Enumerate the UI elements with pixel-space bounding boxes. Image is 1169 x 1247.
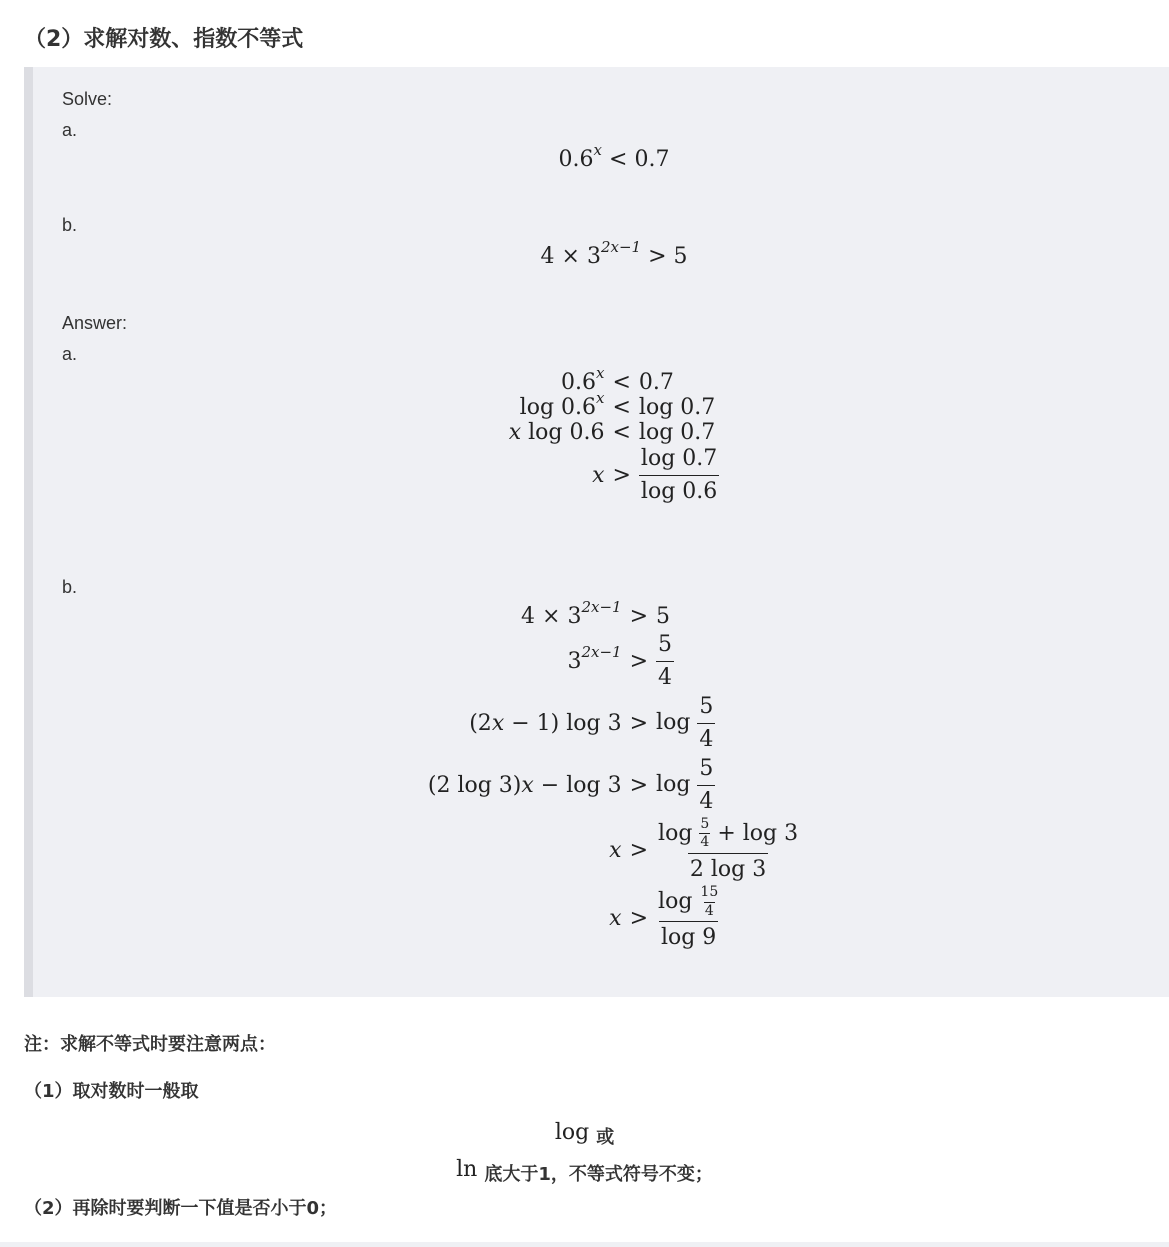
note-item-1: （1）取对数时一般取 bbox=[24, 1081, 199, 1102]
answer-a-row-1-lhs: 0.6$^x$ bbox=[561, 364, 605, 395]
fraction: $\frac{5}{4}$ bbox=[699, 694, 714, 752]
section-title: （2）求解对数、指数不等式 bbox=[24, 27, 304, 52]
fraction: $\frac{5}{4}$ bbox=[700, 816, 710, 851]
note-eq-log: log 或 bbox=[554, 1120, 615, 1148]
answer-label: Answer: bbox=[62, 313, 128, 333]
problem-b-equation: $4 \times 3^{2x-1} > 5$ bbox=[540, 238, 688, 269]
answer-b-label: b. bbox=[62, 577, 78, 597]
answer-a-row-3-lhs: x log 0.6 bbox=[508, 420, 605, 445]
fraction: log $\frac{15}{4}$ log 9 bbox=[658, 884, 719, 951]
answer-a-row-2-lhs: log 0.6$^x$ bbox=[519, 389, 605, 420]
fraction: log $\frac{5}{4}$ + log 3 2 log 3 bbox=[658, 816, 799, 882]
fraction: $\frac{5}{4}$ bbox=[699, 756, 714, 814]
answer-a-label: a. bbox=[62, 344, 78, 364]
bottom-divider bbox=[0, 1242, 1169, 1247]
note-heading: 注：求解不等式时要注意两点： bbox=[24, 1034, 276, 1055]
answer-b-derivation: $4 \times 3^{2x-1}$ > 5 $3^{2x-1}$ > $\frac{5}{4}$ (2x − 1) log 3 > log $\frac{5}{4}$ (2 log 3)x − log 3 > log $\frac{5}{4}$ x > log $\frac{5}{4}$ + log 3 2 log 3 x > log $\frac{15}{4}$ log 9 bbox=[427, 598, 799, 951]
answer-a-derivation: 0.6$^x$ < 0.7 log 0.6$^x$ < log 0.7 x log 0.6 < log 0.7 x > $\frac{\log 0.7}{\log 0.6}$ bbox=[508, 364, 718, 504]
fraction: $\frac{\log 0.7}{\log 0.6}$ bbox=[640, 446, 718, 504]
problem-a-equation: 0.6$^x$ < 0.7 bbox=[558, 141, 670, 172]
fraction: $\frac{15}{4}$ bbox=[700, 884, 719, 919]
note-item-2: （2）再除时要判断一下值是否小于0； bbox=[24, 1198, 338, 1219]
problem-b-label: b. bbox=[62, 215, 78, 235]
solve-label: Solve: bbox=[62, 89, 113, 109]
problem-a-label: a. bbox=[62, 120, 78, 140]
note-eq-ln: ln 底大于1，不等式符号不变； bbox=[456, 1157, 713, 1185]
fraction: $\frac{5}{4}$ bbox=[658, 632, 673, 690]
solution-blockquote bbox=[24, 67, 1169, 997]
